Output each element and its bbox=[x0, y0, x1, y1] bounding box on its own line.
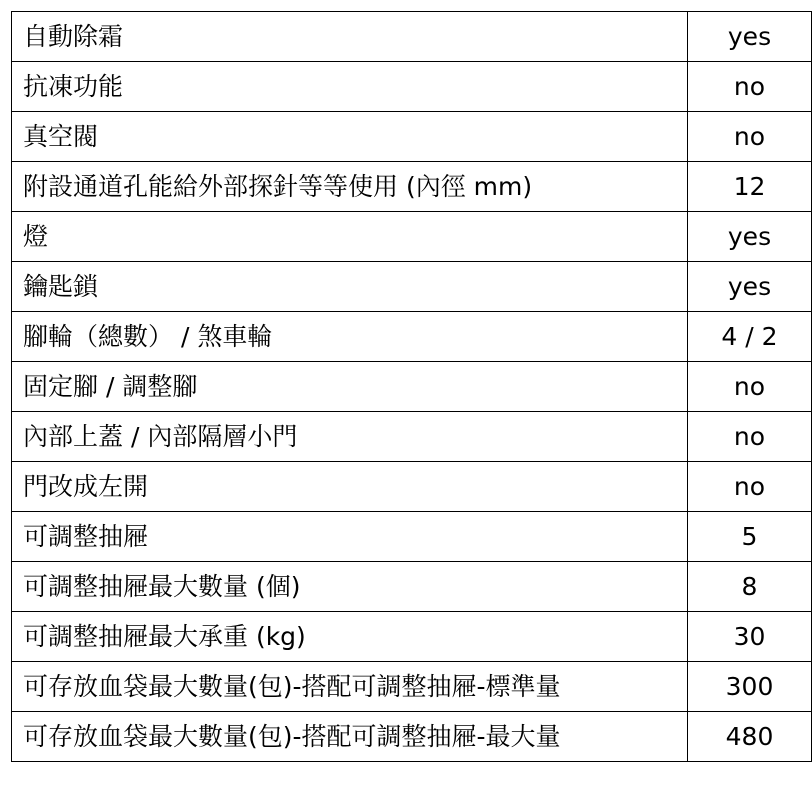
row-value: no bbox=[688, 462, 812, 512]
row-label: 鑰匙鎖 bbox=[12, 262, 688, 312]
row-label: 內部上蓋 / 內部隔層小門 bbox=[12, 412, 688, 462]
row-label: 固定腳 / 調整腳 bbox=[12, 362, 688, 412]
row-label: 可調整抽屜最大數量 (個) bbox=[12, 562, 688, 612]
row-value: yes bbox=[688, 262, 812, 312]
row-label: 可調整抽屜最大承重 (kg) bbox=[12, 612, 688, 662]
table-row bbox=[12, 612, 812, 662]
table-row bbox=[12, 312, 812, 362]
row-label: 抗凍功能 bbox=[12, 62, 688, 112]
row-value: 12 bbox=[688, 162, 812, 212]
table-row bbox=[12, 412, 812, 462]
table-row bbox=[12, 112, 812, 162]
row-label: 自動除霜 bbox=[12, 12, 688, 62]
row-value: 480 bbox=[688, 712, 812, 762]
row-label: 附設通道孔能給外部探針等等使用 (內徑 mm) bbox=[12, 162, 688, 212]
row-label: 腳輪（總數） / 煞車輪 bbox=[12, 312, 688, 362]
table-row bbox=[12, 712, 812, 762]
row-value: yes bbox=[688, 12, 812, 62]
row-value: no bbox=[688, 362, 812, 412]
row-label: 真空閥 bbox=[12, 112, 688, 162]
table-row bbox=[12, 212, 812, 262]
table-row bbox=[12, 62, 812, 112]
row-value: 300 bbox=[688, 662, 812, 712]
row-value: 8 bbox=[688, 562, 812, 612]
row-value: no bbox=[688, 112, 812, 162]
spec-table bbox=[11, 11, 812, 762]
row-value: no bbox=[688, 62, 812, 112]
table-row bbox=[12, 362, 812, 412]
row-value: no bbox=[688, 412, 812, 462]
table-row bbox=[12, 262, 812, 312]
table-row bbox=[12, 462, 812, 512]
row-value: 30 bbox=[688, 612, 812, 662]
row-label: 門改成左開 bbox=[12, 462, 688, 512]
table-row bbox=[12, 512, 812, 562]
spec-table-body bbox=[12, 12, 812, 762]
row-value: yes bbox=[688, 212, 812, 262]
table-row bbox=[12, 162, 812, 212]
row-label: 燈 bbox=[12, 212, 688, 262]
table-row bbox=[12, 562, 812, 612]
row-label: 可存放血袋最大數量(包)-搭配可調整抽屜-最大量 bbox=[12, 712, 688, 762]
row-value: 4 / 2 bbox=[688, 312, 812, 362]
row-label: 可調整抽屜 bbox=[12, 512, 688, 562]
row-label: 可存放血袋最大數量(包)-搭配可調整抽屜-標準量 bbox=[12, 662, 688, 712]
row-value: 5 bbox=[688, 512, 812, 562]
table-row bbox=[12, 12, 812, 62]
table-row bbox=[12, 662, 812, 712]
